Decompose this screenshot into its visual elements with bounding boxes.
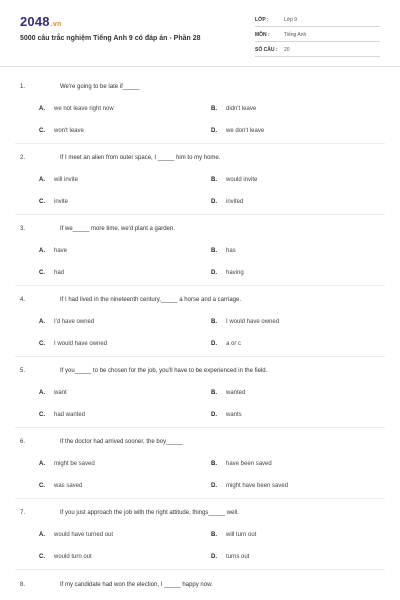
meta-key: SỐ CÂU : (255, 47, 278, 53)
question-divider (15, 569, 385, 570)
question-number: 2. (20, 155, 26, 161)
question-stem: If I meet an alien from outer space, I _____ him to my home. (60, 155, 221, 161)
question-number: 5. (20, 368, 26, 374)
question-item: 5. If you_____ to be chosen for the job, you'll have to be experienced in the field. A. want B. wanted C. had wanted D. wants (0, 367, 400, 439)
meta-row-count (255, 45, 380, 57)
meta-value: Lớp 9 (284, 17, 298, 23)
question-item: 1. We're going to be late if_____ A. we not leave right now B. didn't leave C. won't leave D. we don't leave (0, 83, 400, 155)
question-item: 6. If the doctor had arrived sooner, the boy_____ A. might be saved B. have been saved C. was saved D. might have been saved (0, 438, 400, 510)
question-stem: If we_____ more time, we'd plant a garden. (60, 226, 175, 232)
question-number: 3. (20, 226, 26, 232)
document-title: 5000 câu trắc nghiệm Tiếng Anh 9 có đáp án - Phần 28 (20, 35, 201, 42)
question-number: 1. (20, 84, 26, 90)
question-divider (15, 143, 385, 144)
meta-key: LỚP : (255, 17, 269, 23)
question-item: 4. If I had lived in the nineteenth century,_____ a horse and a carriage. A. I'd have owned B. I would have owned C. I would have owned D. a or c (0, 296, 400, 368)
meta-row-class (255, 15, 380, 27)
question-item: 3. If we_____ more time, we'd plant a garden. A. have B. has C. had D. having (0, 225, 400, 297)
question-stem: If my candidate had won the election, I _____ happy now. (60, 582, 213, 588)
question-item (0, 581, 400, 600)
question-number: 4. (20, 297, 26, 303)
question-number: 7. (20, 510, 26, 516)
question-stem: We're going to be late if_____ (60, 84, 140, 90)
site-logo[interactable]: 2048.vn (20, 14, 62, 29)
header-divider (0, 66, 400, 67)
meta-row-subject (255, 30, 380, 42)
meta-key: MÔN : (255, 32, 270, 38)
question-number: 8. (20, 582, 26, 588)
question-stem: If you just approach the job with the right attitude, things_____ well. (60, 510, 239, 516)
question-divider (15, 427, 385, 428)
question-divider (15, 356, 385, 357)
question-divider (15, 214, 385, 215)
question-item: 7. If you just approach the job with the right attitude, things_____ well. A. would have turned out B. will turn out C. would turn out D. turns out (0, 509, 400, 581)
meta-value: 20 (284, 47, 290, 53)
question-stem: If you_____ to be chosen for the job, you'll have to be experienced in the field. (60, 368, 268, 374)
meta-value: Tiếng Anh (284, 32, 307, 38)
question-stem: If I had lived in the nineteenth century,_____ a horse and a carriage. (60, 297, 242, 303)
question-divider (15, 498, 385, 499)
question-item: 2. If I meet an alien from outer space, I _____ him to my home. A. will invite B. would invite C. invite D. invited (0, 154, 400, 226)
question-number: 6. (20, 439, 26, 445)
question-stem: If the doctor had arrived sooner, the boy_____ (60, 439, 183, 445)
question-divider (15, 285, 385, 286)
